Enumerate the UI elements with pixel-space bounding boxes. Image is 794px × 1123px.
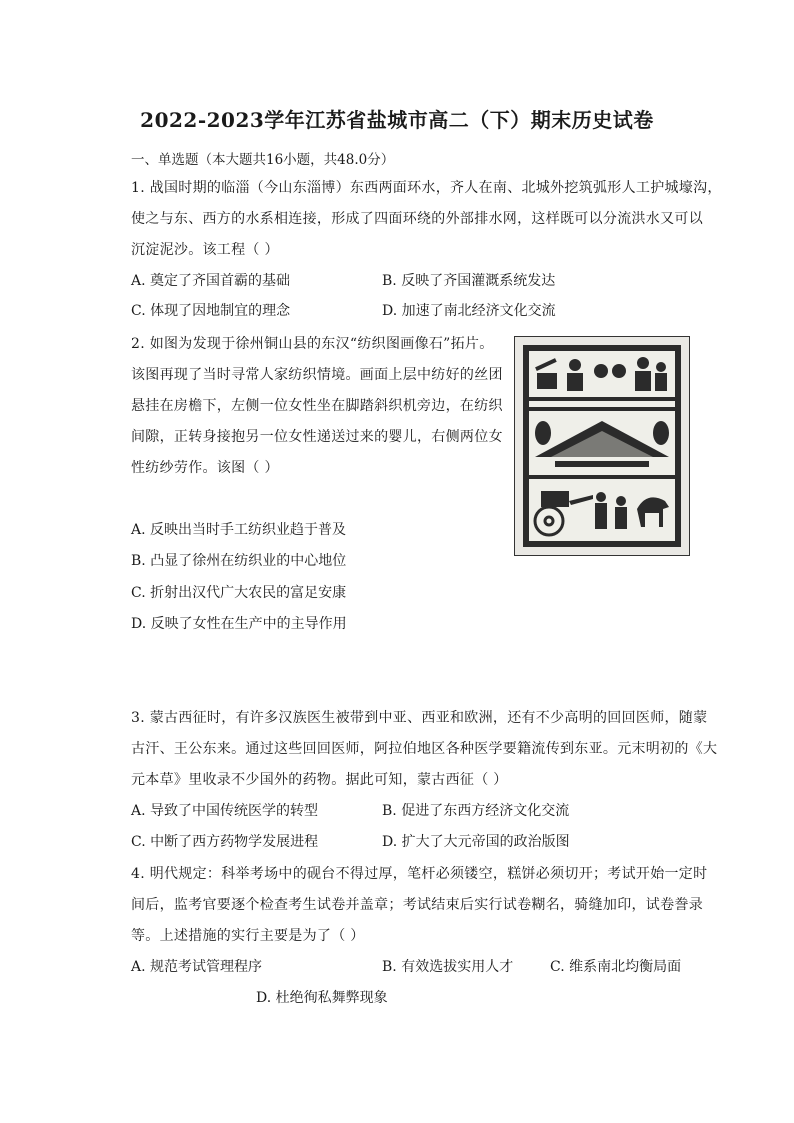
question-2-line-3: 悬挂在房檐下，左侧一位女性坐在脚踏斜织机旁边，在纺织 <box>131 398 503 414</box>
question-1-option-b[interactable]: B. 反映了齐国灌溉系统发达 <box>382 273 556 289</box>
question-4-option-a[interactable]: A. 规范考试管理程序 <box>131 959 263 975</box>
question-2-option-c[interactable]: C. 折射出汉代广大农民的富足安康 <box>131 585 347 601</box>
question-2-option-d[interactable]: D. 反映了女性在生产中的主导作用 <box>131 616 347 632</box>
question-4-option-b[interactable]: B. 有效选拔实用人才 <box>382 959 514 975</box>
question-3-line-3: 元本草》里收录不少国外的药物。据此可知，蒙古西征（ ） <box>131 772 508 788</box>
question-3-line-1: 3. 蒙古西征时，有许多汉族医生被带到中亚、西亚和欧洲，还有不少高明的回回医师，随蒙 <box>131 710 708 726</box>
rubbing-illustration <box>515 337 689 555</box>
question-2-line-1: 2. 如图为发现于徐州铜山县的东汉“纺织图画像石”拓片。 <box>131 336 494 352</box>
question-1-option-d[interactable]: D. 加速了南北经济文化交流 <box>382 303 556 319</box>
question-4-line-2: 间后，监考官要逐个检查考生试卷并盖章；考试结束后实行试卷糊名，骑缝加印，试卷誊录 <box>131 897 703 913</box>
question-3-line-2: 古汗、王公东来。通过这些回回医师，阿拉伯地区各种医学要籍流传到东亚。元末明初的《大 <box>131 741 718 757</box>
question-4-line-3: 等。上述措施的实行主要是为了（ ） <box>131 928 365 944</box>
question-2-line-5: 性纺纱劳作。该图（ ） <box>131 460 279 476</box>
question-4-option-d[interactable]: D. 杜绝徇私舞弊现象 <box>256 990 388 1006</box>
question-1-option-a[interactable]: A. 奠定了齐国首霸的基础 <box>131 273 291 289</box>
question-3-option-b[interactable]: B. 促进了东西方经济文化交流 <box>382 803 570 819</box>
question-1-line-1: 1. 战国时期的临淄（今山东淄博）东西两面环水，齐人在南、北城外挖筑弧形人工护城壕沟， <box>131 180 722 196</box>
question-1-line-2: 使之与东、西方的水系相连接，形成了四面环绕的外部排水网，这样既可以分流洪水又可以 <box>131 211 703 227</box>
question-2-line-2: 该图再现了当时寻常人家纺织情境。画面上层中纺好的丝团 <box>131 367 503 383</box>
question-4-option-c[interactable]: C. 维系南北均衡局面 <box>550 959 682 975</box>
question-1-line-3: 沉淀泥沙。该工程（ ） <box>131 242 279 258</box>
question-1-option-c[interactable]: C. 体现了因地制宜的理念 <box>131 303 291 319</box>
question-2-option-a[interactable]: A. 反映出当时手工纺织业趋于普及 <box>131 522 347 538</box>
page-title: 2022-2023学年江苏省盐城市高二（下）期末历史试卷 <box>140 108 654 132</box>
question-2-option-b[interactable]: B. 凸显了徐州在纺织业的中心地位 <box>131 553 347 569</box>
question-2-line-4: 间隙，正转身接抱另一位女性递送过来的婴儿，右侧两位女 <box>131 429 503 445</box>
section-heading: 一、单选题（本大题共16小题，共48.0分） <box>131 152 395 168</box>
question-4-line-1: 4. 明代规定：科举考场中的砚台不得过厚，笔杆必须镂空，糕饼必须切开；考试开始一定时 <box>131 866 708 882</box>
question-3-option-a[interactable]: A. 导致了中国传统医学的转型 <box>131 803 319 819</box>
textile-stone-rubbing-image <box>514 336 690 556</box>
question-3-option-d[interactable]: D. 扩大了大元帝国的政治版图 <box>382 834 570 850</box>
question-3-option-c[interactable]: C. 中断了西方药物学发展进程 <box>131 834 319 850</box>
